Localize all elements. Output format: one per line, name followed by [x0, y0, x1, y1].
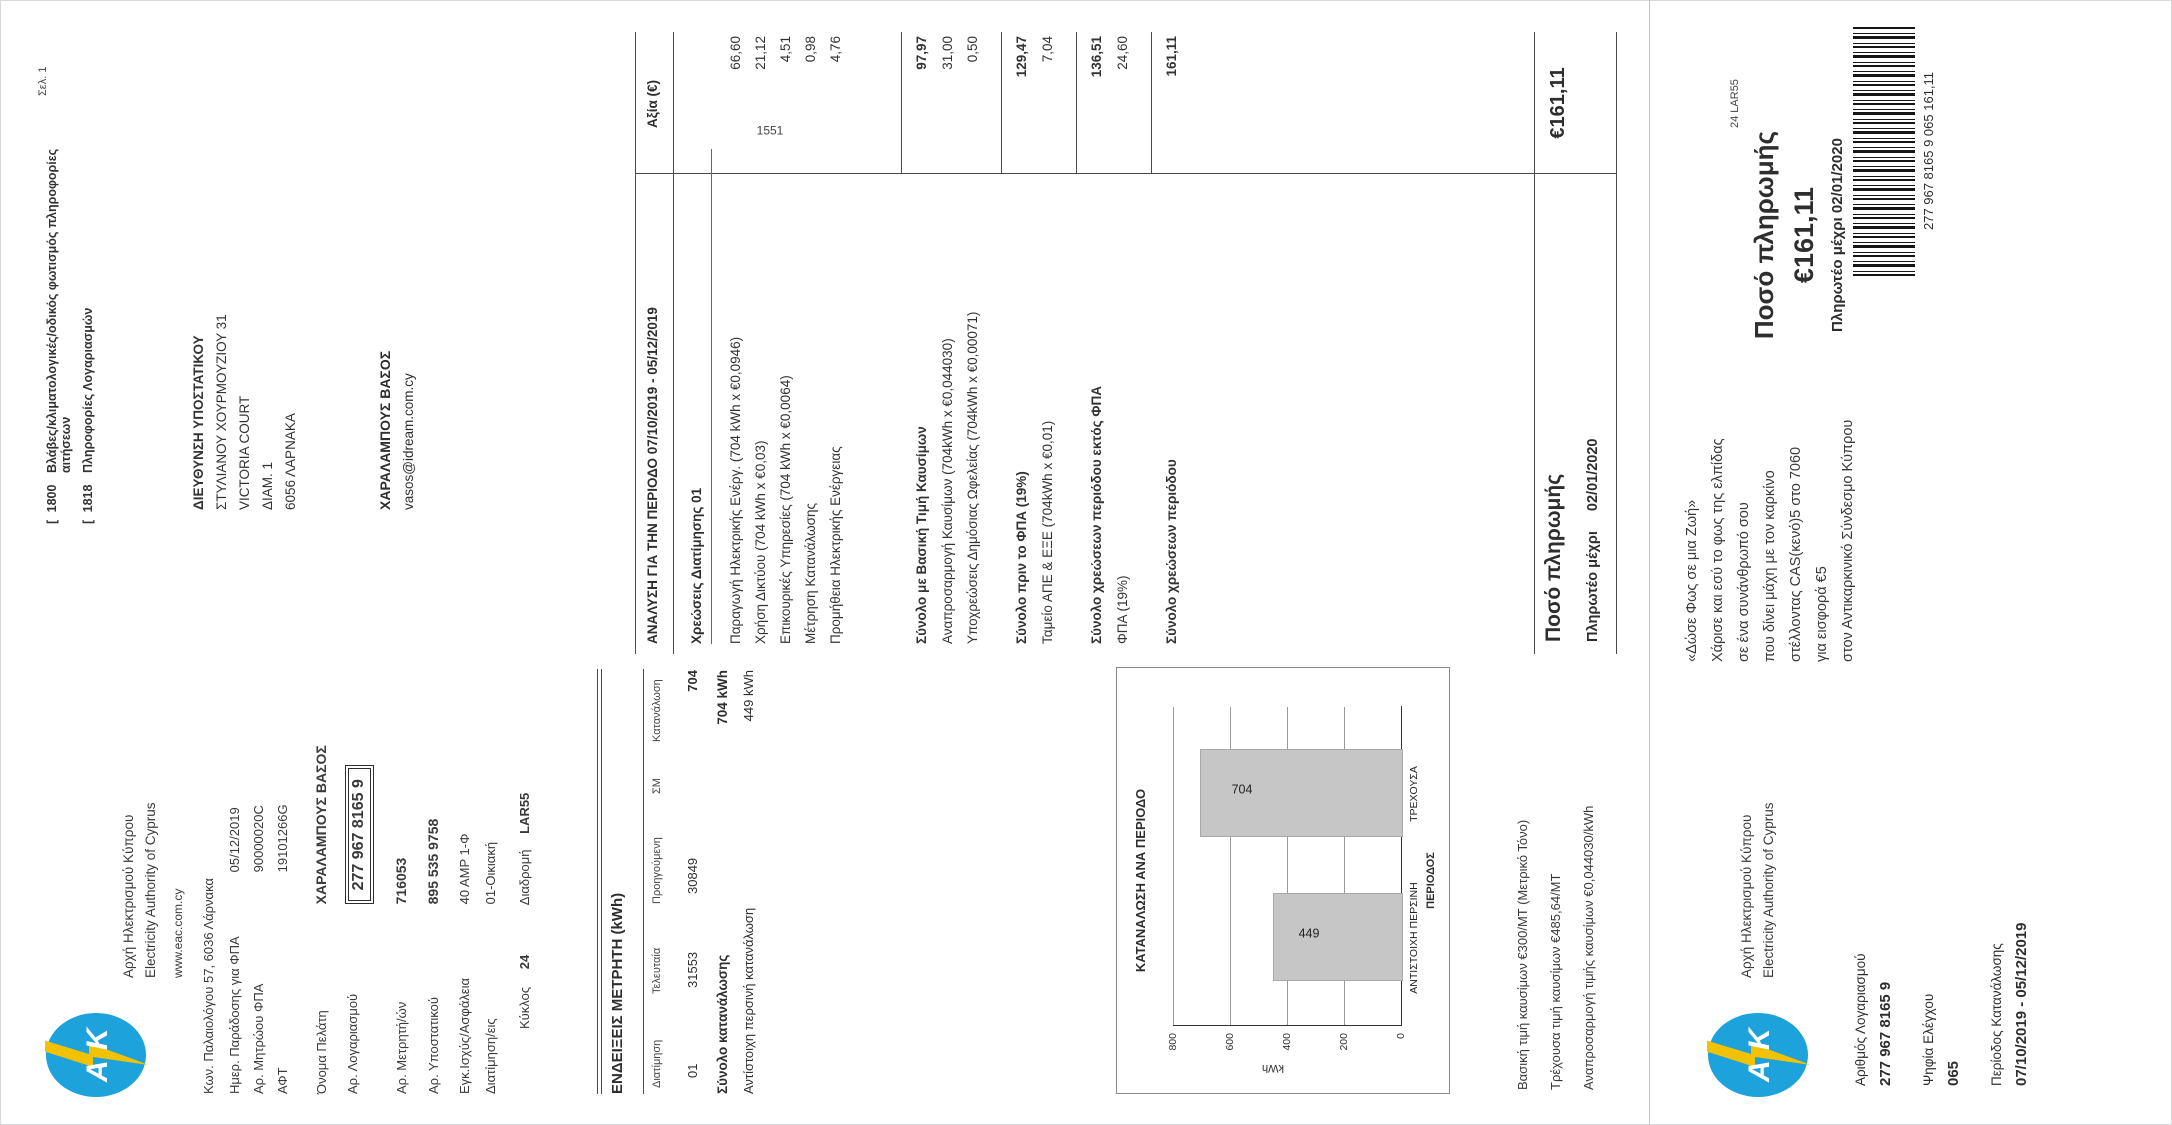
stub-company-gr: Αρχή Ηλεκτρισμού Κύπρου [1739, 814, 1754, 978]
stub-due-line: Πληρωτέο μέχρι 02/01/2020 [1829, 138, 1846, 332]
office-row-label: ΑΦΤ [275, 1067, 290, 1094]
chart-category-label: ΤΡΕΧΟΥΣΑ [1408, 766, 1420, 822]
charge-value: 0,50 [965, 36, 980, 63]
charge-value: 97,97 [914, 36, 929, 70]
premises-address-block [187, 314, 302, 510]
route-label: Διαδρομή [517, 849, 532, 906]
payment-box-due [1585, 439, 1601, 642]
stub-company-en: Electricity Authority of Cyprus [1761, 802, 1776, 978]
charge-desc: Ταμείο ΑΠΕ & ΕΞΕ (704kWh x €0,01) [1040, 420, 1055, 644]
contact-number: 1800 [45, 484, 59, 513]
page-number [37, 67, 49, 96]
ahk-logo-icon [1707, 1012, 1809, 1098]
fuel-line: Αναπροσαρμογή τιμής καυσίμων €0,044030/kWh [1581, 805, 1596, 1090]
customer-label: Διατίμηση/εις [483, 1018, 498, 1094]
stub-ref: 24 LAR55 [1729, 79, 1741, 128]
payment-box-amount: €161,11 [1547, 67, 1569, 139]
customer-label: Όνομα Πελάτη [314, 1010, 329, 1094]
contact-row [45, 104, 73, 524]
cycle-label: Κύκλος [517, 986, 532, 1029]
meter-value-previous: 30849 [685, 857, 700, 894]
company-website: www.eac.com.cy [171, 888, 185, 978]
payment-barcode [1853, 26, 1915, 276]
cycle-row [517, 793, 532, 1029]
phone-bracket-icon: [ [45, 519, 59, 524]
chart-category-label: ΑΝΤΙΣΤΟΙΧΗ ΠΕΡΣΙΝΗ [1408, 882, 1420, 994]
fuel-line: Βασική τιμή καυσίμων €300/MT (Μετρικό Τόνο) [1515, 819, 1530, 1090]
meter-header-last: Τελευταία [651, 947, 663, 994]
recipient-email: vasos@idream.com.cy [401, 373, 416, 510]
meter-total-label: Σύνολο κατανάλωσης [715, 954, 730, 1094]
meter-value-last: 31553 [685, 951, 700, 988]
tear-line [1649, 0, 1650, 1124]
contact-block [45, 104, 95, 524]
premises-title: ΔΙΕΥΘΥΝΣΗ ΥΠΟΣΤΑΤΙΚΟΥ [191, 335, 206, 510]
charge-desc: Σύνολο με Βασική Τιμή Καυσίμων [914, 426, 929, 644]
charge-desc: Επικουρικές Υπηρεσίες (704 kWh x €0,0064) [778, 375, 793, 644]
charge-value: 4,76 [828, 36, 843, 63]
route-value: LAR55 [517, 792, 532, 834]
charge-desc: ΦΠΑ (19%) [1115, 575, 1130, 644]
office-row-value: 19101266G [275, 804, 290, 873]
chart-tick: 200 [1338, 1033, 1350, 1051]
stub-account-value: 277 967 8165 9 [1877, 981, 1894, 1086]
donation-line: «Δώσε Φως σε μια Ζωή» [1684, 499, 1700, 662]
donation-line: στον Αντικαρκινικό Σύνδεσμο Κύπρου [1840, 419, 1856, 662]
meter-value-tariff: 01 [685, 1063, 700, 1078]
fuel-price-block [1506, 806, 1605, 1090]
charge-row [1040, 34, 1055, 644]
chart-tick: 400 [1281, 1033, 1293, 1051]
recipient-name: ΧΑΡΑΛΑΜΠΟΥΣ ΒΑΣΟΣ [377, 350, 393, 510]
charge-desc: Σύνολο χρεώσεων περιόδου [1164, 459, 1179, 644]
charge-value: 4,51 [778, 36, 793, 63]
chart-tick: 0 [1395, 1033, 1407, 1039]
customer-label: Εγκ.Ισχύς/Ασφάλεια [457, 977, 472, 1094]
chart-bar-previous-year [1273, 893, 1403, 981]
chart-tick: 800 [1167, 1033, 1179, 1051]
chart-y-axis [1173, 1025, 1402, 1026]
svg-text:Κ: Κ [81, 1028, 114, 1050]
charge-desc: Σύνολο πριν το ΦΠΑ (19%) [1014, 471, 1029, 644]
stub-amount-label: Ποσό πληρωμής [1749, 130, 1779, 340]
contact-label: Βλάβες/κλιματολογικές/οδικός φωτισμός πληροφορίες αιτήσεων [45, 148, 73, 474]
due-date: 02/01/2020 [1585, 438, 1601, 512]
stub-account-label: Αριθμός Λογαριασμού [1853, 953, 1868, 1086]
donation-line: Χάρισε και εσύ το φως της ελπίδας [1710, 438, 1726, 662]
chart-tick: 600 [1224, 1033, 1236, 1051]
charge-row [728, 34, 743, 644]
customer-row [483, 842, 498, 1094]
charge-row [803, 34, 818, 644]
charge-value: 31,00 [940, 36, 955, 70]
premises-number: 895 535 9758 [425, 818, 441, 905]
fuel-line: Τρέχουσα τιμή καυσίμων €485,64/MT [1548, 873, 1563, 1090]
contact-label: Πληροφορίες Λογαριασμών [81, 307, 95, 474]
installed-capacity: 40 AMP 1-Φ [457, 833, 472, 905]
account-number-box: 277 967 8165 9 [345, 765, 374, 904]
meter-table-title: ΕΝΔΕΙΞΕΙΣ ΜΕΤΡΗΤΗ (kWh) [609, 892, 626, 1094]
premises-line: 6056 ΛΑΡΝΑΚΑ [283, 413, 298, 510]
customer-label: Αρ. Μετρητή/ών [394, 1001, 409, 1094]
office-row [275, 804, 290, 1094]
charge-desc: Αναπροσαρμογή Καυσίμων (704kWh x €0,044030) [940, 338, 955, 644]
chart-bar-value: 449 [1298, 926, 1320, 941]
contact-row [81, 104, 95, 524]
svg-text:Κ: Κ [1743, 1028, 1776, 1050]
meter-header-consumption: Κατανάλωση [651, 679, 663, 742]
chart-bar-value: 704 [1231, 782, 1253, 797]
charge-row [965, 34, 980, 644]
subtotal-row [1014, 34, 1029, 644]
chart-title: ΚΑΤΑΝΑΛΩΣΗ ΑΝΑ ΠΕΡΙΟΔΟ [1133, 788, 1148, 973]
svg-text:Α: Α [1743, 1060, 1776, 1082]
cycle-value: 24 [517, 954, 532, 970]
office-row [227, 807, 242, 1094]
premises-line: ΣΤΥΛΙΑΝΟΥ ΧΟΥΡΜΟΥΖΙΟΥ 31 [214, 314, 229, 510]
customer-row [345, 765, 374, 1094]
meter-header-tariff: Διατίμηση [651, 1039, 663, 1088]
meter-header-sm: ΣΜ [651, 778, 663, 794]
company-name-gr: Αρχή Ηλεκτρισμού Κύπρου [121, 814, 136, 978]
tariff-code: 01-Οικιακή [483, 841, 498, 905]
donation-line: σε ένα συνάνθρωπό σου [1736, 502, 1752, 662]
svg-text:Α: Α [81, 1060, 114, 1082]
charge-row [753, 34, 768, 644]
charge-value: 66,60 [728, 36, 743, 70]
office-row-value: 90000020C [251, 805, 266, 873]
charge-desc: Παραγωγή Ηλεκτρικής Ενέργ. (704 kWh x €0,0946) [728, 336, 743, 644]
ahk-logo-icon [45, 1012, 147, 1098]
charge-desc: Σύνολο χρεώσεων περιόδου εκτός ΦΠΑ [1089, 386, 1104, 644]
customer-row [425, 819, 441, 1094]
stub-amount-value: €161,11 [1789, 186, 1819, 284]
analysis-section-label: Χρεώσεις Διατίμησης 01 [689, 487, 704, 644]
donation-line: για εισφορά €5 [1814, 566, 1830, 662]
customer-row [393, 858, 409, 1094]
customer-label: Αρ. Λογαριασμού [345, 993, 360, 1094]
customer-row [313, 745, 329, 1094]
meter-number: 716053 [393, 857, 409, 905]
stub-check-label: Ψηφία Ελέγχου [1921, 993, 1936, 1086]
analysis-title: ΑΝΑΛΥΣΗ ΓΙΑ ΤΗΝ ΠΕΡΙΟΔΟ 07/10/2019 - 05/12/2019 [645, 307, 660, 644]
stub-check-value: 065 [1945, 1060, 1962, 1086]
contact-number: 1818 [81, 484, 95, 513]
company-name-en: Electricity Authority of Cyprus [143, 802, 158, 978]
donation-line: στέλλοντας CAS(κενό)5 στο 7060 [1788, 446, 1804, 662]
consumption-chart [1116, 667, 1450, 1094]
subtotal-row [1089, 34, 1104, 644]
meter-total-value: 704 kWh [715, 670, 730, 725]
charge-value: 21,12 [753, 36, 768, 70]
meter-lastyear-value: 449 kWh [741, 670, 756, 722]
stub-period-label: Περίοδος Κατανάλωσης [1989, 943, 2004, 1086]
charge-value: 136,51 [1089, 36, 1104, 78]
charge-desc: Μέτρηση Κατανάλωσης [803, 503, 818, 644]
office-row-label: Ημερ. Παράδοσης για ΦΠΑ [227, 936, 242, 1094]
charge-value: 0,98 [803, 36, 818, 63]
form-number-text: 1551 [756, 123, 784, 138]
charge-desc: Υποχρεώσεις Δημόσιας Ωφελείας (704kWh x €0,00071) [965, 311, 980, 644]
charge-desc: Χρήση Δικτύου (704 kWh x €0,03) [753, 440, 768, 644]
customer-name: ΧΑΡΑΛΑΜΠΟΥΣ ΒΑΣΟΣ [313, 745, 329, 905]
office-row-value: 05/12/2019 [227, 807, 242, 873]
customer-row [457, 834, 472, 1094]
recipient-block [373, 351, 421, 510]
total-row [1164, 34, 1179, 644]
donation-line: που δίνει μάχη με τον καρκίνο [1762, 470, 1778, 662]
charge-value: 129,47 [1014, 36, 1029, 78]
subtotal-row [914, 34, 929, 644]
meter-header-previous: Προηγούμενη [651, 837, 663, 904]
office-row-label: Αρ. Μητρώου ΦΠΑ [251, 983, 266, 1094]
chart-ylabel: kWh [1262, 1062, 1284, 1074]
barcode-number: 277 967 8165 9 065 161,11 [1921, 71, 1936, 231]
page-number-text: Σελ. 1 [37, 66, 49, 96]
chart-bar-current [1200, 749, 1403, 837]
donation-message [1679, 420, 1861, 662]
charge-value: 7,04 [1040, 36, 1055, 63]
meter-lastyear-label: Αντίστοιχη περσινή κατανάλωση [741, 907, 756, 1094]
analysis-value-header: Αξία (€) [645, 79, 660, 129]
payment-box-label: Ποσό πληρωμής [1542, 473, 1565, 642]
chart-xlabel: ΠΕΡΙΟΔΟΣ [1425, 852, 1437, 909]
office-row [251, 805, 266, 1094]
premises-line: VICTORIA COURT [237, 395, 252, 510]
due-label: Πληρωτέο μέχρι [1585, 531, 1601, 642]
phone-bracket-icon: [ [81, 519, 95, 524]
charge-value: 24,60 [1115, 36, 1130, 70]
charge-row [828, 34, 843, 644]
customer-label: Αρ. Υποστατικού [426, 997, 441, 1094]
stub-period-value: 07/10/2019 - 05/12/2019 [2013, 922, 2030, 1086]
charge-value: 161,11 [1164, 36, 1179, 77]
charge-desc: Προμήθεια Ηλεκτρικής Ενέργειας [828, 446, 843, 644]
meter-value-consumption: 704 [685, 670, 700, 692]
office-address: Κων. Παλαιολόγου 57, 6036 Λάρνακα [201, 878, 216, 1094]
charge-row [1115, 34, 1130, 644]
premises-line: ΔΙΑΜ. 1 [260, 461, 275, 510]
charge-row [940, 34, 955, 644]
charge-row [778, 34, 793, 644]
